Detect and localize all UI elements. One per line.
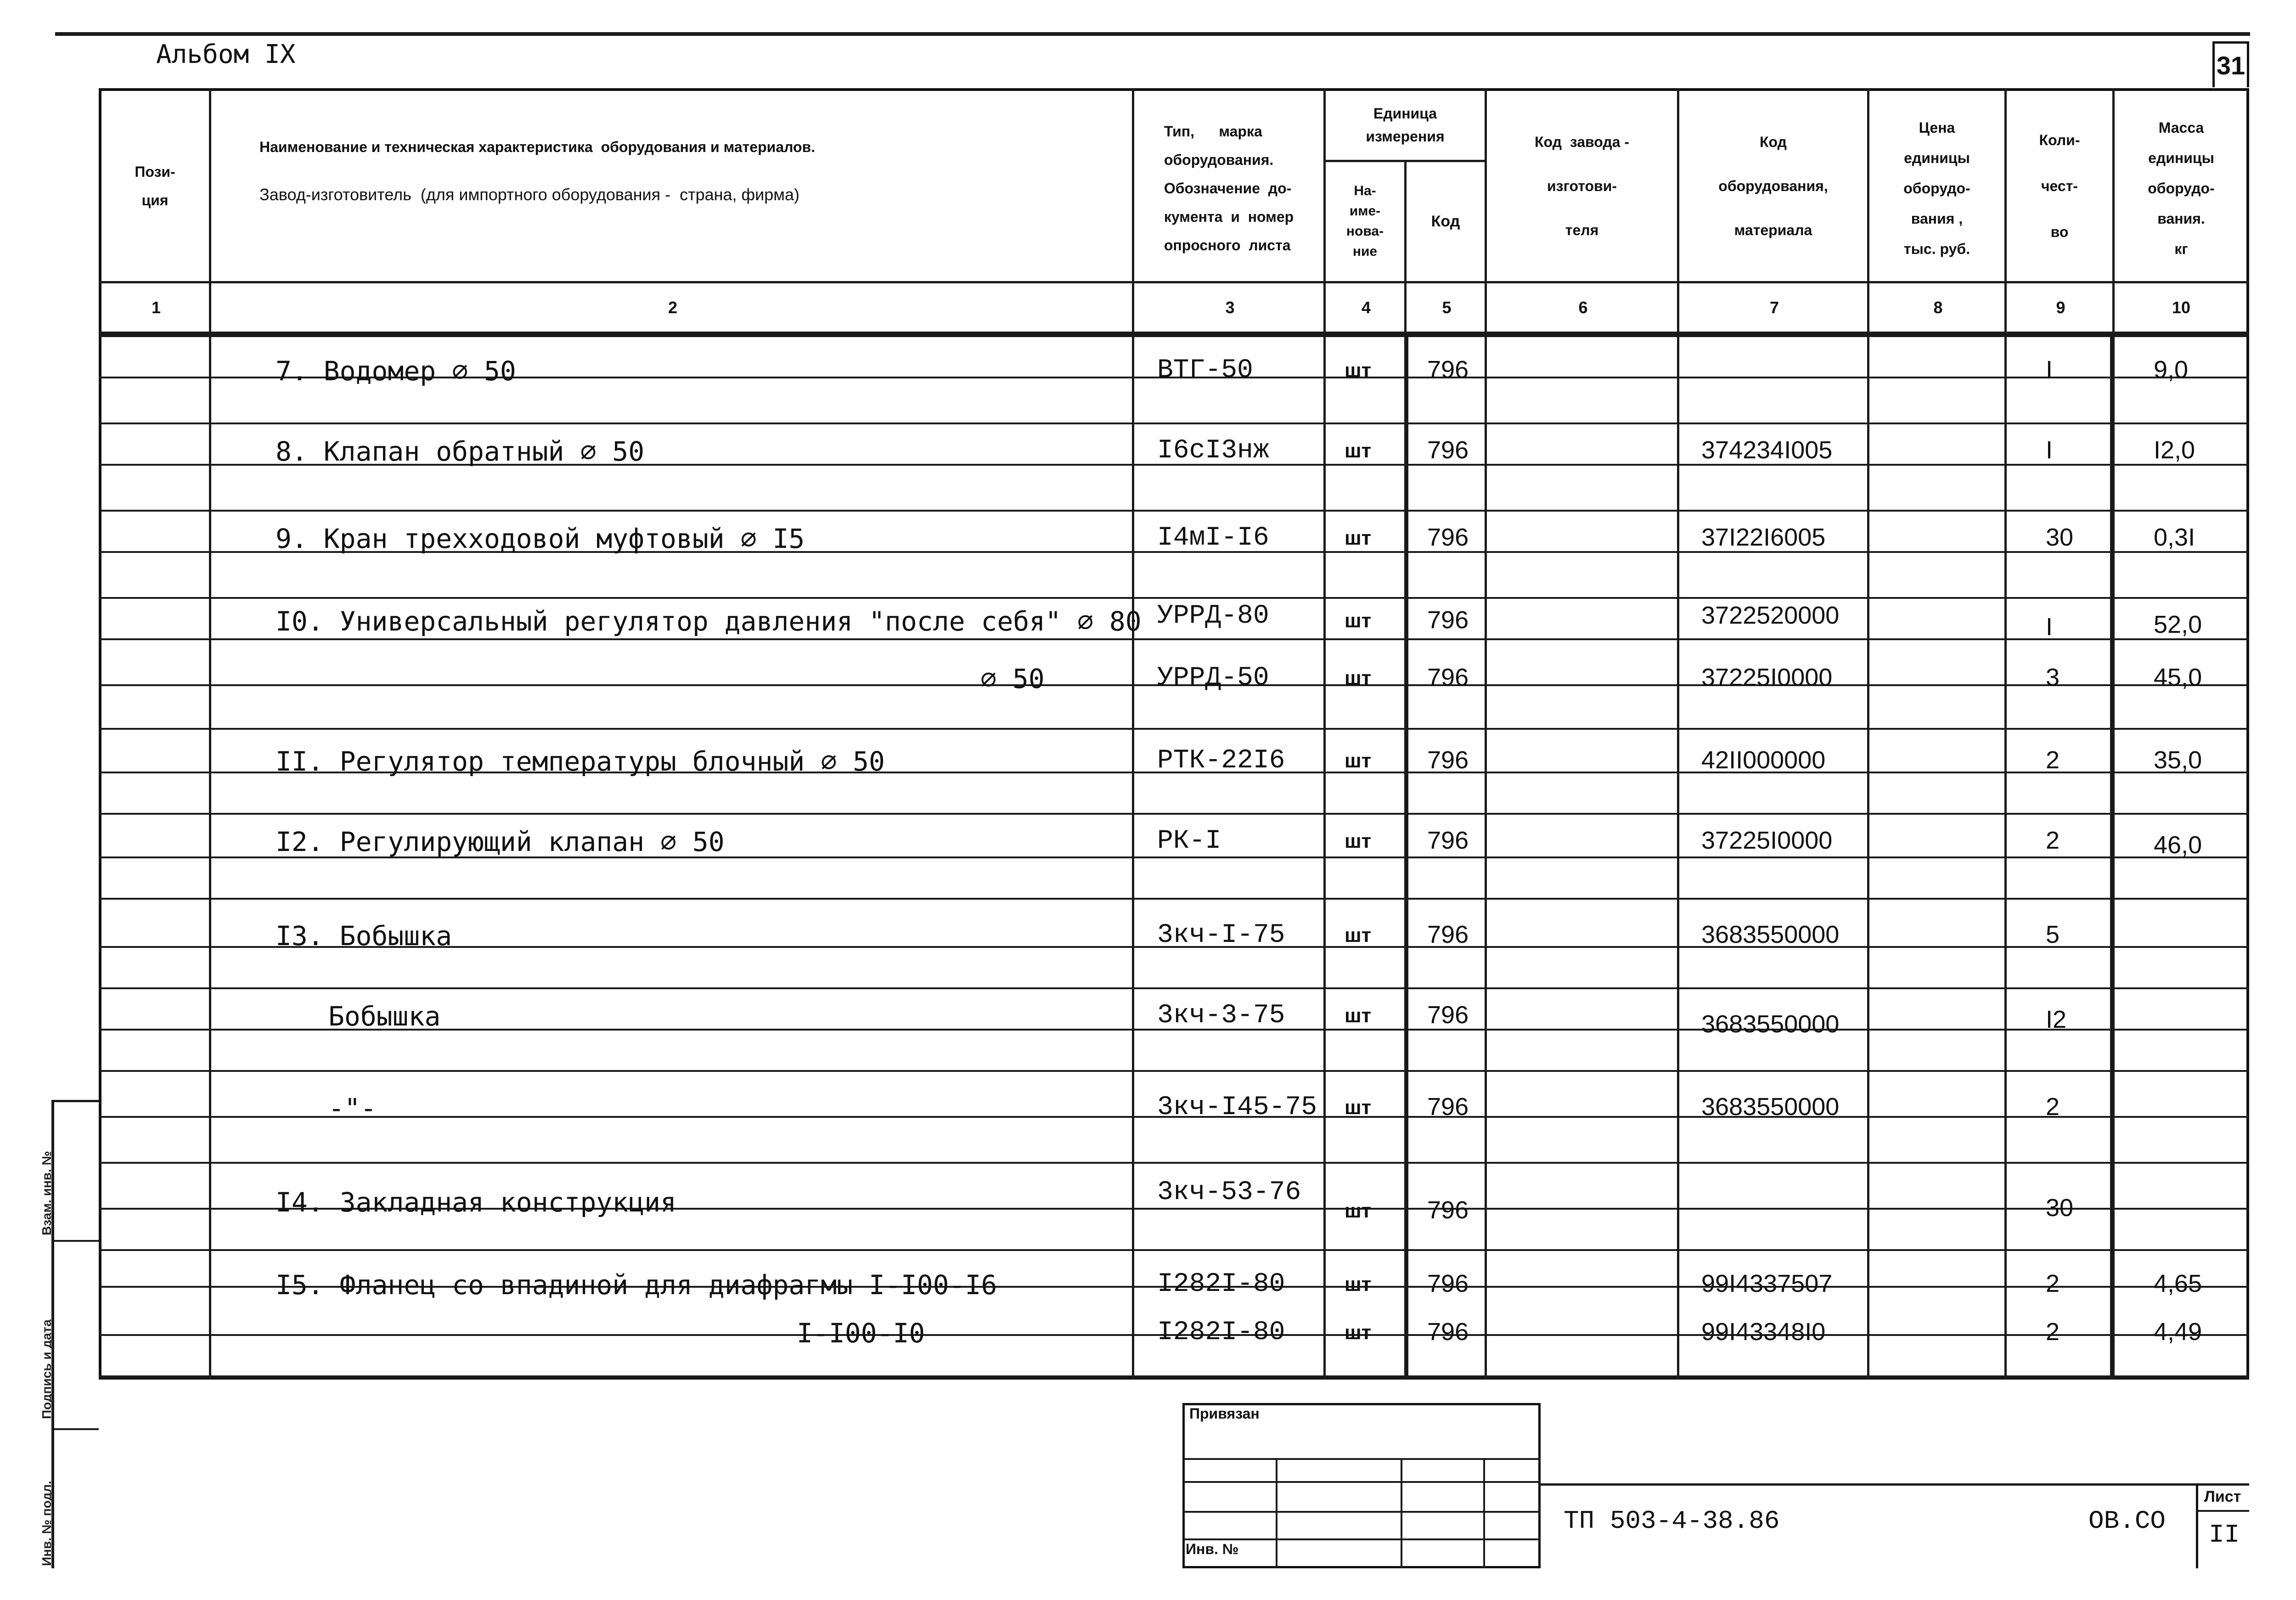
hdr-unit-group: Единица измерения xyxy=(1366,105,1445,145)
row-type: 3кч-I45-75 xyxy=(1157,1093,1317,1122)
row-unit: шт xyxy=(1345,359,1372,382)
row-type: 3кч-3-75 xyxy=(1157,1001,1285,1031)
row-mass: 9,0 xyxy=(2154,356,2189,383)
hdr-name xyxy=(259,133,1123,208)
row-unit: шт xyxy=(1345,609,1372,632)
margin-strip-div2 xyxy=(51,1428,99,1430)
hdr-price: Цена единицы оборудо- вания , тыс. руб. xyxy=(1903,119,1970,257)
margin-label-inv: Инв. № подл. xyxy=(39,1481,54,1566)
row-name: I2. Регулирующий клапан ⌀ 50 xyxy=(276,826,725,857)
row-equip-code: 3683550000 xyxy=(1701,1093,1840,1121)
row-separator xyxy=(99,638,2249,640)
column-number-5: 5 xyxy=(1442,298,1452,317)
row-qty: I2 xyxy=(2046,1006,2067,1033)
hdr-qty: Коли- чест- во xyxy=(2039,131,2080,240)
row-code: 796 xyxy=(1427,827,1469,854)
row-qty: 2 xyxy=(2046,746,2060,774)
row-unit: шт xyxy=(1345,1273,1372,1296)
hdr-plant-code: Код завода - изготови- теля xyxy=(1534,133,1630,238)
hdr-type: Тип, марка оборудования. Обозначение до- кумента и номер опросного листа xyxy=(1164,123,1294,254)
row-name: 7. Водомер ⌀ 50 xyxy=(276,355,516,387)
row-type: РК-I xyxy=(1157,826,1221,856)
row-type: ВТГ-50 xyxy=(1157,355,1253,385)
column-number-4: 4 xyxy=(1361,298,1371,317)
row-mass: 45,0 xyxy=(2154,664,2202,691)
row-code: 796 xyxy=(1427,921,1469,948)
row-separator xyxy=(99,510,2249,512)
row-separator xyxy=(99,898,2249,900)
row-type: УРРД-80 xyxy=(1157,601,1269,631)
stamp-section: ОВ.СО xyxy=(2088,1506,2166,1536)
stamp-top-line xyxy=(99,1375,2249,1378)
row-equip-code: 99I4337507 xyxy=(1701,1270,1833,1297)
row-type: I282I-80 xyxy=(1157,1318,1285,1347)
row-code: 796 xyxy=(1427,1001,1469,1029)
row-separator xyxy=(99,597,2249,599)
row-code: 796 xyxy=(1427,524,1469,551)
row-equip-code: 3683550000 xyxy=(1701,1010,1840,1038)
stamp-row-3 xyxy=(1182,1511,1541,1513)
row-equip-code: 374234I005 xyxy=(1701,436,1833,464)
stamp-sheet-number: II xyxy=(2209,1520,2240,1549)
row-code: 796 xyxy=(1427,356,1469,383)
stamp-col-2 xyxy=(1401,1458,1402,1568)
column-number-8: 8 xyxy=(1933,298,1943,317)
hdr-unit-code: Код xyxy=(1431,213,1460,230)
row-separator xyxy=(99,1249,2249,1251)
row-type: УРРД-50 xyxy=(1157,663,1269,693)
row-unit: шт xyxy=(1345,1200,1372,1222)
row-separator xyxy=(99,1162,2249,1164)
page-number-box xyxy=(2212,41,2249,87)
row-qty: 3 xyxy=(2046,664,2060,691)
row-equip-code: 42II000000 xyxy=(1701,746,1826,774)
album-label: Альбом IX xyxy=(156,39,296,69)
row-unit: шт xyxy=(1345,830,1372,852)
hdr-equip-code: Код оборудования, материала xyxy=(1718,133,1828,238)
row-unit: шт xyxy=(1345,749,1372,772)
stamp-col-3 xyxy=(1483,1458,1485,1568)
row-type: I282I-80 xyxy=(1157,1269,1285,1299)
row-name: 9. Кран трехходовой муфтовый ⌀ I5 xyxy=(276,523,805,554)
row-equip-code: 37225I0000 xyxy=(1701,664,1833,691)
row-code: 796 xyxy=(1427,746,1469,774)
row-separator xyxy=(99,813,2249,815)
stamp-row-2 xyxy=(1182,1481,1541,1483)
hdr-name-line1: Наименование и техническая характеристика оборудования и материалов. xyxy=(259,139,816,155)
column-number-10: 10 xyxy=(2172,298,2191,317)
row-qty: 5 xyxy=(2046,921,2060,948)
stamp-privyazan-label: Привязан xyxy=(1189,1405,1260,1422)
row-type: I4мI-I6 xyxy=(1157,523,1269,553)
column-number-9: 9 xyxy=(2056,298,2065,317)
page-number: 31 xyxy=(2216,51,2245,80)
stamp-doc-code: ТП 503-4-38.86 xyxy=(1564,1506,1780,1536)
row-name: -"- xyxy=(328,1093,377,1124)
row-qty: I xyxy=(2046,613,2053,641)
row-qty: I xyxy=(2046,436,2053,464)
margin-strip-top xyxy=(51,1100,99,1102)
row-code: 796 xyxy=(1427,1318,1469,1346)
row-qty: 2 xyxy=(2046,1093,2060,1121)
row-unit: шт xyxy=(1345,667,1372,689)
row-separator xyxy=(99,987,2249,989)
stamp-inv-no-label: Инв. № xyxy=(1186,1541,1239,1557)
row-unit: шт xyxy=(1345,439,1372,462)
row-name: I-I00-I0 xyxy=(797,1318,925,1349)
row-qty: 30 xyxy=(2046,1194,2074,1222)
row-code: 796 xyxy=(1427,606,1469,634)
stamp-col-1 xyxy=(1276,1458,1277,1568)
heavy-line-code xyxy=(1404,333,1408,1379)
row-mass: 46,0 xyxy=(2154,831,2202,859)
row-unit: шт xyxy=(1345,924,1372,946)
row-separator xyxy=(99,1070,2249,1072)
stamp-row-1 xyxy=(1182,1458,1541,1460)
row-qty: 2 xyxy=(2046,1318,2060,1346)
row-name: Бобышка xyxy=(328,1001,441,1032)
margin-label-sign: Подпись и дата xyxy=(39,1319,54,1419)
row-type: 3кч-53-76 xyxy=(1157,1177,1301,1207)
row-name: I5. Фланец со впадиной для диафрагмы I-I00-I6 xyxy=(276,1269,997,1301)
row-name: I0. Универсальный регулятор давления "после себя" ⌀ 80 xyxy=(276,606,1142,637)
row-code: 796 xyxy=(1427,1093,1469,1121)
row-code: 796 xyxy=(1427,1196,1469,1224)
row-mass: 52,0 xyxy=(2154,611,2202,638)
colnum-bottom-line xyxy=(99,332,2249,335)
row-mass: 35,0 xyxy=(2154,746,2202,774)
row-unit: шт xyxy=(1345,1096,1372,1119)
row-equip-code: 37I22I6005 xyxy=(1701,524,1826,551)
row-code: 796 xyxy=(1427,436,1469,464)
row-separator xyxy=(99,335,2249,337)
column-number-3: 3 xyxy=(1225,298,1235,317)
row-equip-code: 3683550000 xyxy=(1701,921,1840,948)
heavy-line-qty xyxy=(2110,333,2114,1379)
row-name: 8. Клапан обратный ⌀ 50 xyxy=(276,436,645,467)
top-border-line xyxy=(55,32,2250,36)
stamp-sheet-label: Лист xyxy=(2204,1488,2241,1505)
row-unit: шт xyxy=(1345,1004,1372,1027)
row-separator xyxy=(99,423,2249,424)
row-separator xyxy=(99,728,2249,730)
stamp-sheet-divider xyxy=(2196,1510,2249,1512)
row-type: I6cI3нж xyxy=(1157,436,1269,466)
row-mass: 4,49 xyxy=(2154,1318,2202,1346)
row-type: РТК-22I6 xyxy=(1157,746,1285,776)
row-name: ⌀ 50 xyxy=(980,663,1045,694)
stamp-row-4 xyxy=(1182,1538,1541,1540)
row-equip-code: 3722520000 xyxy=(1701,602,1840,629)
row-name: I4. Закладная конструкция xyxy=(276,1187,676,1218)
margin-label-vzam: Взам. инв. № xyxy=(39,1151,54,1235)
row-qty: 30 xyxy=(2046,524,2074,551)
row-unit: шт xyxy=(1345,1321,1372,1344)
row-equip-code: 99I43348I0 xyxy=(1701,1318,1826,1346)
row-code: 796 xyxy=(1427,1270,1469,1297)
hdr-mass: Масса единицы оборудо- вания. кг xyxy=(2148,119,2215,257)
stamp-title-line xyxy=(1541,1483,2249,1486)
row-qty: 2 xyxy=(2046,1270,2060,1297)
row-mass: 4,65 xyxy=(2154,1270,2202,1297)
margin-strip-div1 xyxy=(51,1240,99,1242)
hdr-name-line2: Завод-изготовитель (для импортного оборудования - страна, фирма) xyxy=(259,185,800,204)
column-number-2: 2 xyxy=(668,298,678,317)
row-unit: шт xyxy=(1345,527,1372,549)
hdr-unit-name: На- име- нова- ние xyxy=(1346,183,1384,259)
column-number-7: 7 xyxy=(1769,298,1779,317)
row-code: 796 xyxy=(1427,664,1469,691)
row-name: I3. Бобышка xyxy=(276,920,452,952)
row-name: II. Регулятор температуры блочный ⌀ 50 xyxy=(276,746,885,777)
row-mass: 0,3I xyxy=(2154,524,2195,551)
row-qty: I xyxy=(2046,356,2053,383)
row-qty: 2 xyxy=(2046,827,2060,854)
row-type: 3кч-I-75 xyxy=(1157,920,1285,950)
column-number-6: 6 xyxy=(1578,298,1588,317)
row-equip-code: 37225I0000 xyxy=(1701,827,1833,854)
column-number-1: 1 xyxy=(151,298,161,317)
hdr-position: Пози- ция xyxy=(135,163,175,208)
row-mass: I2,0 xyxy=(2154,436,2195,464)
